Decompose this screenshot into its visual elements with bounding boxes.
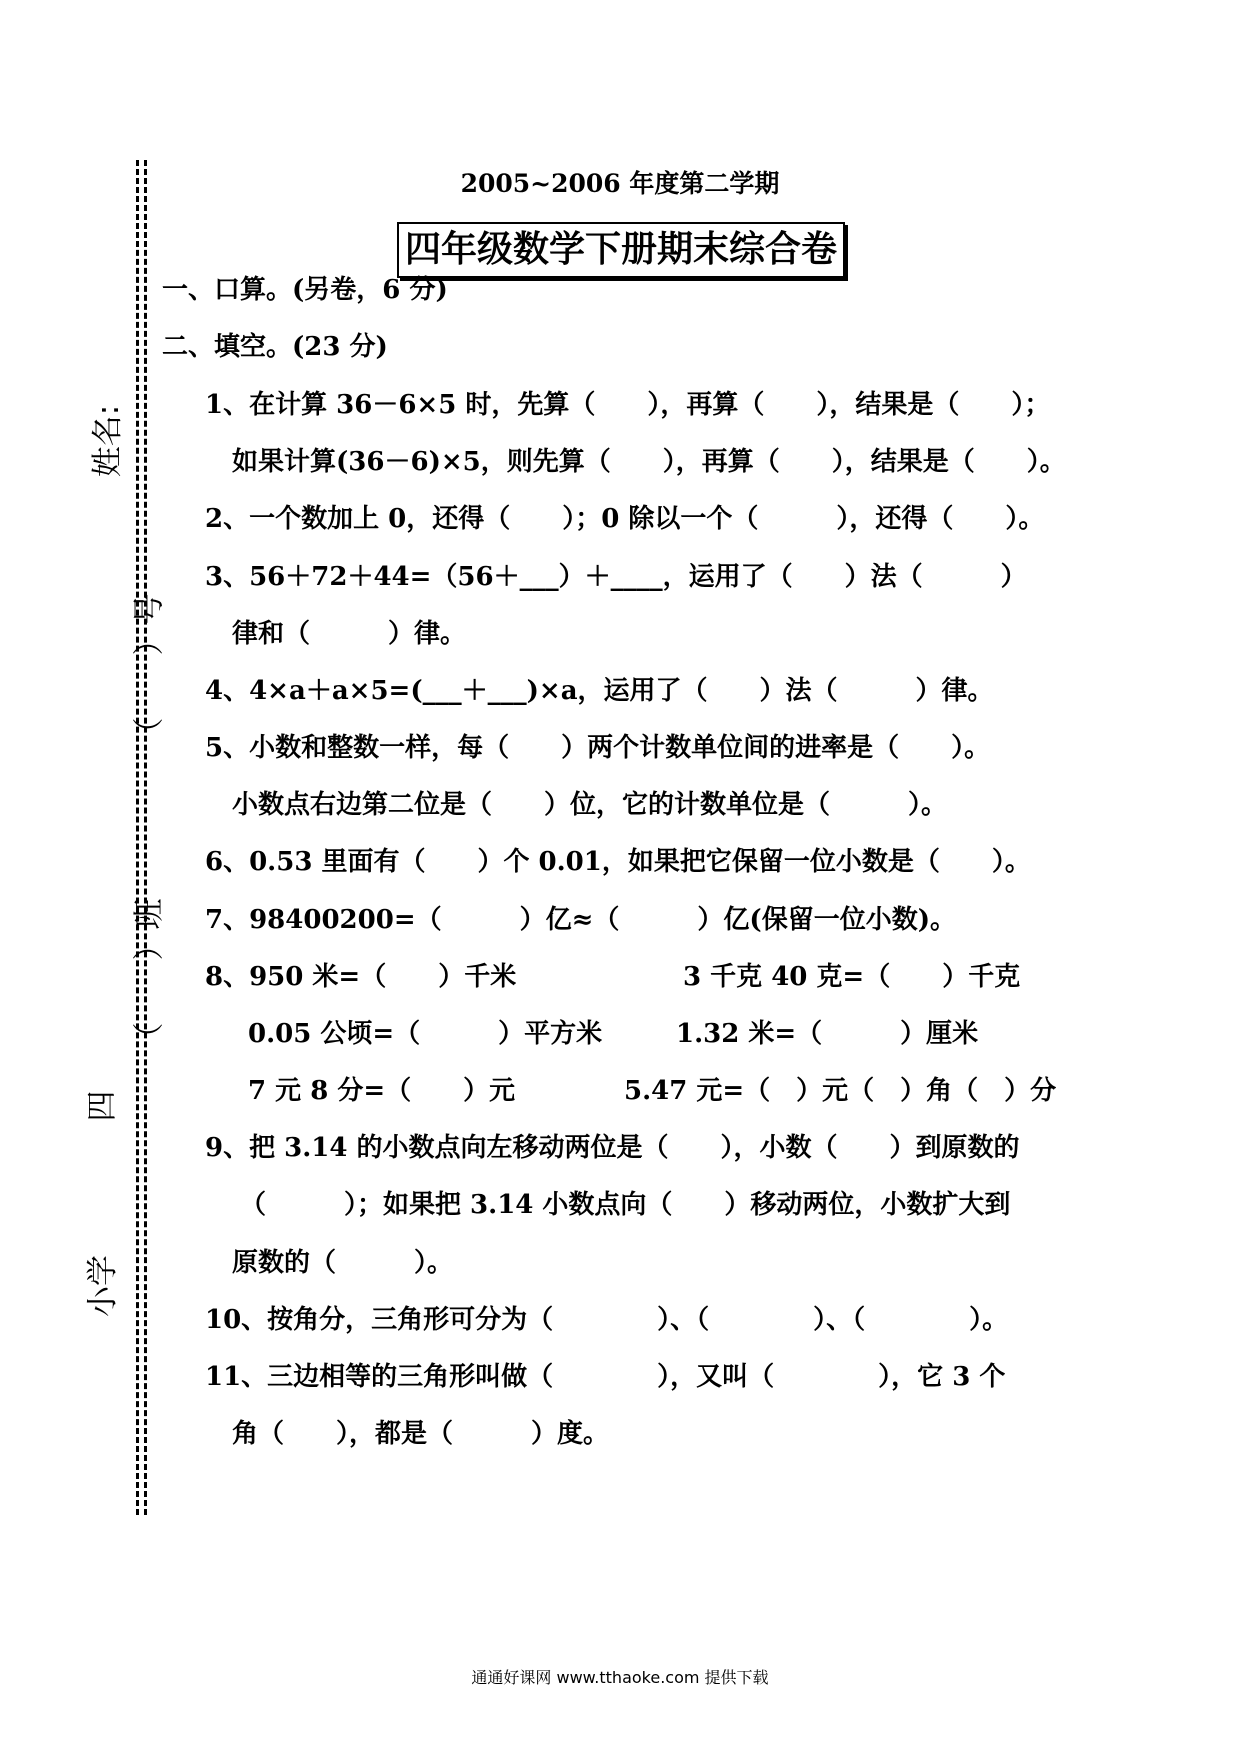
question-line: 如果计算(36－6)×5，则先算（ ），再算（ ），结果是（ ）。 [232, 447, 1066, 477]
school-label: 小学 [85, 1255, 121, 1317]
question-line: 角（ ），都是（ ）度。 [232, 1419, 610, 1449]
dashed-line [144, 160, 147, 1515]
question-line: （ ）；如果把 3.14 小数点向（ ）移动两位，小数扩大到 [240, 1190, 1011, 1220]
question-line: 1、在计算 36－6×5 时，先算（ ），再算（ ），结果是（ ）； [205, 390, 1051, 420]
question-line: 10、按角分，三角形可分为（ ）、（ ）、（ ）。 [205, 1305, 1009, 1335]
question-line: 7、98400200=（ ）亿≈（ ）亿(保留一位小数)。 [205, 905, 956, 935]
class-label: （ ）班 [131, 898, 168, 1054]
question-line: 律和（ ）律。 [232, 619, 467, 649]
name-label: 姓名: [90, 404, 127, 478]
exam-title: 四年级数学下册期末综合卷 [397, 222, 845, 278]
dashed-line [136, 160, 139, 1515]
question-line: 0.05 公顷=（ ）平方米 [248, 1019, 603, 1049]
question-line: 3 千克 40 克=（ ）千克 [683, 962, 1021, 992]
question-line: 1.32 米=（ ）厘米 [676, 1019, 979, 1049]
footer-credit: 通通好课网 www.tthaoke.com 提供下载 [471, 1668, 769, 1687]
exam-subtitle: 2005~2006 年度第二学期 [460, 169, 780, 198]
question-line: 原数的（ ）。 [232, 1248, 454, 1278]
question-line: 5、小数和整数一样，每（ ）两个计数单位间的进率是（ ）。 [205, 733, 991, 763]
question-line: 2、一个数加上 0，还得（ ）；0 除以一个（ ），还得（ ）。 [205, 504, 1045, 534]
question-line: 6、0.53 里面有（ ）个 0.01，如果把它保留一位小数是（ ）。 [205, 847, 1031, 877]
section-heading: 一、口算。(另卷，6 分) [162, 275, 448, 305]
question-line: 8、950 米=（ ）千米 [205, 962, 517, 992]
question-line: 11、三边相等的三角形叫做（ ），又叫（ ），它 3 个 [205, 1362, 1006, 1392]
number-label: （ ）号 [131, 593, 168, 749]
question-line: 3、56＋72＋44=（56＋___）＋____，运用了（ ）法（ ） [205, 562, 1027, 592]
question-line: 9、把 3.14 的小数点向左移动两位是（ ），小数（ ）到原数的 [205, 1133, 1020, 1163]
question-line: 4、4×a＋a×5=(___＋___)×a，运用了（ ）法（ ）律。 [205, 676, 994, 706]
question-line: 5.47 元=（ ）元（ ）角（ ）分 [624, 1076, 1057, 1106]
question-line: 7 元 8 分=（ ）元 [248, 1076, 516, 1106]
binding-margin-lines [136, 160, 148, 1515]
grade-label: 四 [84, 1090, 120, 1122]
section-heading: 二、填空。(23 分) [162, 332, 388, 362]
question-line: 小数点右边第二位是（ ）位，它的计数单位是（ ）。 [232, 790, 948, 820]
